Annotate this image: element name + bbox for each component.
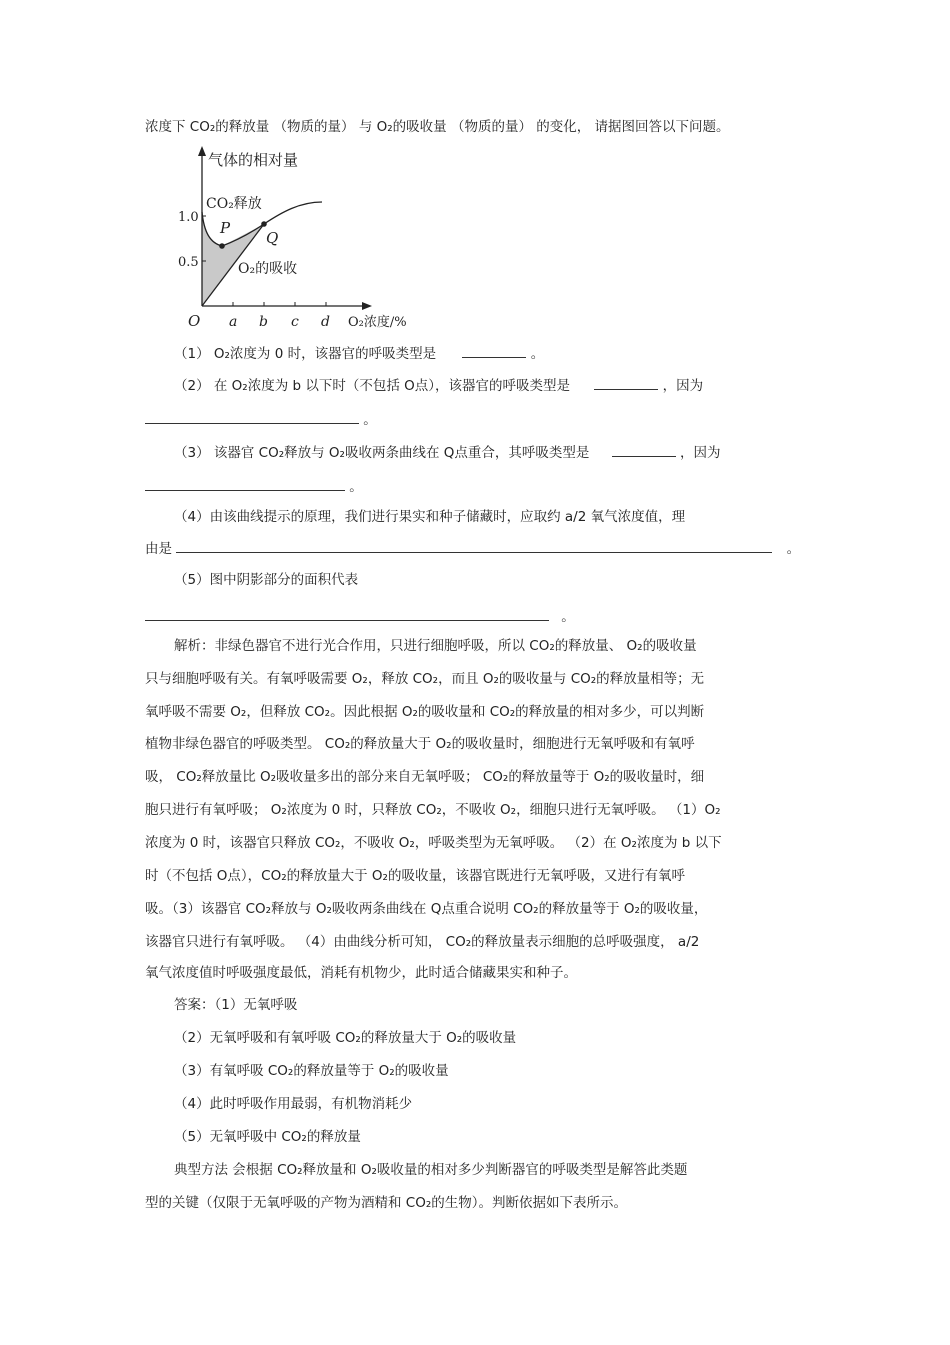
answer-blank-2a[interactable] [594, 375, 658, 390]
answer-line: （3）有氧呼吸 CO₂的释放量等于 O₂的吸收量 [174, 1063, 449, 1079]
analysis-line: 氧呼吸不需要 O₂，但释放 CO₂。因此根据 O₂的吸收量和 CO₂的释放量的相对多少，可以判断 [145, 704, 705, 720]
point-p-label: P [220, 219, 231, 237]
analysis-line: 只与细胞呼吸有关。有氧呼吸需要 O₂，释放 CO₂，而且 O₂的吸收量与 CO₂的释放量相等；无 [145, 671, 705, 687]
answer-line: （2）无氧呼吸和有氧呼吸 CO₂的释放量大于 O₂的吸收量 [174, 1030, 517, 1046]
answer-blank-3a[interactable] [612, 442, 676, 457]
x-tick-a: a [229, 314, 238, 330]
point-p-marker [219, 243, 225, 249]
point-q-marker [261, 221, 267, 227]
question-2: （2） 在 O₂浓度为 b 以下时（不包括 O点），该器官的呼吸类型是 ，因为 [174, 375, 703, 396]
analysis-line: 该器官只进行有氧呼吸。 （4）由曲线分析可知， CO₂的释放量表示细胞的总呼吸强度， a/2 [145, 934, 700, 950]
y-axis-title: 气体的相对量 [208, 151, 299, 169]
co2-curve-label: CO₂释放 [206, 196, 262, 212]
answer-line: （4）此时呼吸作用最弱，有机物消耗少 [174, 1096, 413, 1112]
x-axis-title: O₂浓度/% [348, 315, 407, 330]
origin-label: O [188, 312, 201, 330]
x-tick-b: b [259, 314, 268, 330]
y-tick-05: 0.5 [178, 255, 199, 270]
analysis-line: 吸， CO₂释放量比 O₂吸收量多出的部分来自无氧呼吸； CO₂的释放量等于 O₂的吸收量时，细 [145, 769, 705, 785]
answer-blank-1[interactable] [462, 343, 526, 358]
analysis-line: 吸。（3）该器官 CO₂释放与 O₂吸收两条曲线在 Q点重合说明 CO₂的释放量等于 O₂的吸收量， [145, 901, 708, 917]
x-tick-c: c [291, 314, 299, 330]
analysis-line: 解析：非绿色器官不进行光合作用，只进行细胞呼吸，所以 CO₂的释放量、 O₂的吸收量 [174, 638, 697, 654]
y-tick-1: 1.0 [178, 210, 199, 225]
question-4: （4）由该曲线提示的原理，我们进行果实和种子储藏时，应取约 a/2 氧气浓度值，理 [174, 509, 686, 525]
x-tick-d: d [321, 314, 330, 330]
answer-blank-5[interactable] [145, 606, 549, 621]
answer-line: （5）无氧呼吸中 CO₂的释放量 [174, 1129, 361, 1145]
method-line: 典型方法 会根据 CO₂释放量和 O₂吸收量的相对多少判断器官的呼吸类型是解答此类题 [174, 1162, 688, 1178]
question-3: （3） 该器官 CO₂释放与 O₂吸收两条曲线在 Q点重合，其呼吸类型是 ，因为 [174, 442, 720, 463]
analysis-line: 植物非绿色器官的呼吸类型。 CO₂的释放量大于 O₂的吸收量时，细胞进行无氧呼吸和有氧呼 [145, 736, 695, 752]
question-3-reason: 。 [145, 476, 363, 497]
question-5: （5）图中阴影部分的面积代表 [174, 572, 359, 588]
y-axis-arrow [198, 146, 206, 156]
analysis-line: 浓度为 0 时，该器官只释放 CO₂，不吸收 O₂，呼吸类型为无氧呼吸。 （2）在 O₂浓度为 b 以下 [145, 835, 722, 851]
x-axis-arrow [362, 302, 372, 310]
question-5-answer-line: 。 [145, 606, 575, 627]
analysis-line: 氧气浓度值时呼吸强度最低，消耗有机物少，此时适合储藏果实和种子。 [145, 965, 577, 981]
answer-blank-3b[interactable] [145, 476, 345, 491]
shaded-area [202, 212, 264, 306]
point-q-label: Q [266, 229, 279, 247]
intro-text: 浓度下 CO₂的释放量 （物质的量） 与 O₂的吸收量 （物质的量） 的变化， 请据图回答以下问题。 [145, 119, 730, 135]
question-4-reason: 由是 。 [145, 538, 800, 559]
answer-blank-4[interactable] [176, 538, 772, 553]
question-2-reason: 。 [145, 409, 377, 430]
o2-curve-label: O₂的吸收 [238, 261, 298, 277]
method-line: 型的关键（仅限于无氧呼吸的产物为酒精和 CO₂的生物）。判断依据如下表所示。 [145, 1195, 628, 1211]
gas-concentration-figure [170, 140, 430, 335]
answer-line: 答案：（1）无氧呼吸 [174, 997, 298, 1013]
analysis-line: 时（不包括 O点），CO₂的释放量大于 O₂的吸收量，该器官既进行无氧呼吸，又进行有氧呼 [145, 868, 685, 884]
question-1: （1） O₂浓度为 0 时，该器官的呼吸类型是 。 [174, 343, 544, 364]
answer-blank-2b[interactable] [145, 409, 359, 424]
analysis-line: 胞只进行有氧呼吸； O₂浓度为 0 时，只释放 CO₂，不吸收 O₂，细胞只进行无氧呼吸。 （1）O₂ [145, 802, 721, 818]
